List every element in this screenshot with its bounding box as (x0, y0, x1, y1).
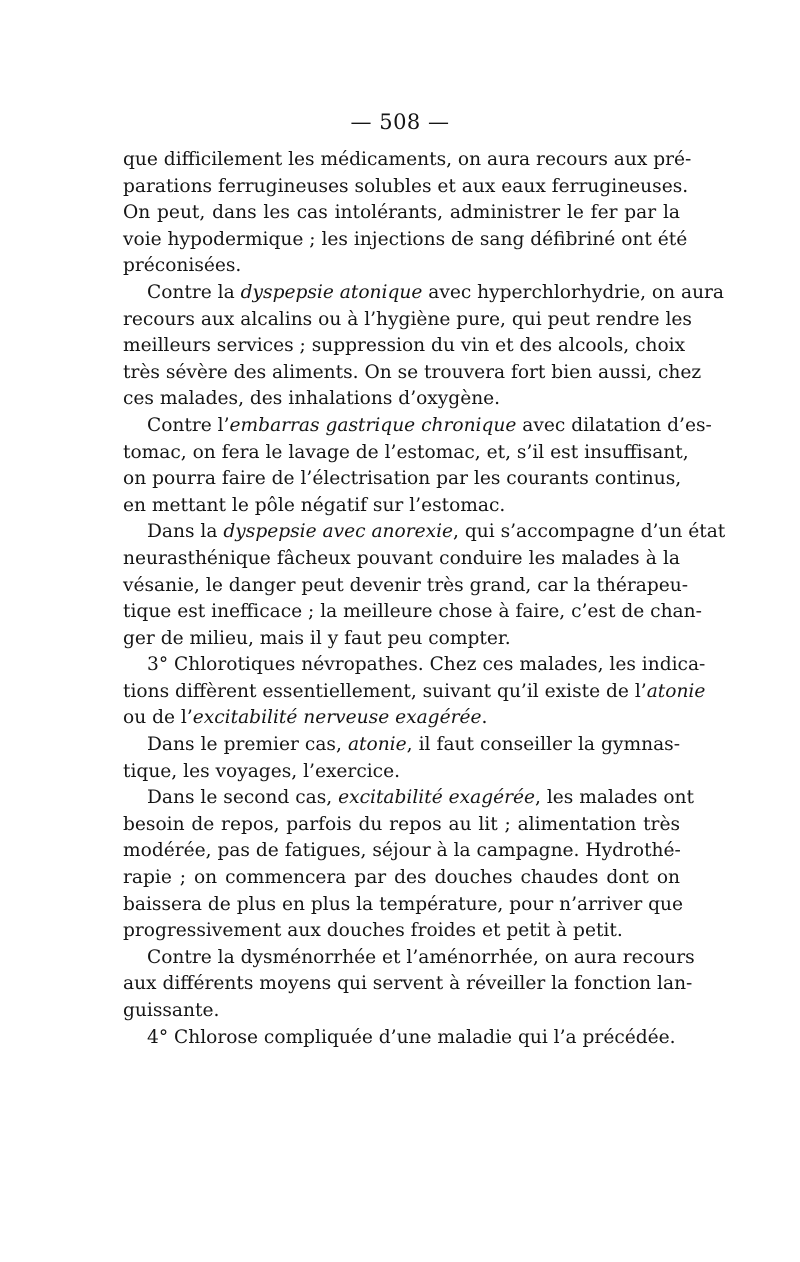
text-line: baissera de plus en plus la température, pour n’arriver que (123, 893, 684, 915)
text-line: Contre l’embarras gastrique chronique avec dilatation d’es- (147, 414, 712, 436)
body-text (123, 147, 726, 1051)
text-line: voie hypodermique ; les injections de sang défibriné ont été (123, 228, 688, 250)
text-line: que difficilement les médicaments, on aura recours aux pré- (123, 149, 692, 170)
paragraph-5 (123, 652, 706, 732)
text-line: tique, les voyages, l’exercice. (123, 760, 401, 782)
text-line: ger de milieu, mais il y faut peu compter. (123, 627, 511, 649)
text-line: On peut, dans les cas intolérants, administrer le fer par la (123, 202, 680, 224)
text-line: guissante. (123, 1000, 220, 1021)
text-line: vésanie, le danger peut devenir très grand, car la thérapeu- (123, 574, 689, 596)
page-number: — 508 — (350, 110, 450, 134)
text-line: Contre la dysménorrhée et l’aménorrhée, on aura recours (147, 946, 695, 968)
text-line: tions diffèrent essentiellement, suivant qu’il existe de l’atonie (123, 680, 706, 702)
paragraph-1 (123, 147, 692, 280)
text-line: tomac, on fera le lavage de l’estomac, et, s’il est insuffisant, (123, 441, 689, 463)
text-line: 3° Chlorotiques névropathes. Chez ces malades, les indica- (147, 654, 706, 676)
text-line: Dans le premier cas, atonie, il faut conseiller la gymnas- (147, 734, 680, 756)
text-line: besoin de repos, parfois du repos au lit ; alimentation très (123, 813, 680, 835)
text-line: neurasthénique fâcheux pouvant conduire les malades à la (123, 547, 680, 569)
text-line: 4° Chlorose compliquée d’une maladie qui l’a précédée. (147, 1026, 676, 1048)
text-line: préconisées. (123, 255, 242, 277)
text-line: aux différents moyens qui servent à réveiller la fonction lan- (123, 973, 693, 995)
paragraph-4 (123, 519, 726, 652)
paragraph-9 (123, 1025, 680, 1052)
paragraph-2 (123, 280, 725, 413)
text-line: ou de l’excitabilité nerveuse exagérée. (123, 707, 488, 729)
text-line: très sévère des aliments. On se trouvera fort bien aussi, chez (123, 361, 702, 383)
text-line: on pourra faire de l’électrisation par les courants continus, (123, 468, 682, 490)
text-line: Dans le second cas, excitabilité exagérée, les malades ont (147, 787, 694, 809)
text-line: Contre la dyspepsie atonique avec hyperchlorhydrie, on aura (147, 281, 725, 303)
text-line: parations ferrugineuses solubles et aux eaux ferrugineuses. (123, 175, 689, 197)
text-line: progressivement aux douches froides et petit à petit. (123, 920, 623, 942)
paragraph-7 (123, 785, 694, 945)
paragraph-6 (123, 732, 680, 785)
text-line: Dans la dyspepsie avec anorexie, qui s’accompagne d’un état (147, 521, 726, 543)
text-line: en mettant le pôle négatif sur l’estomac. (123, 494, 506, 516)
text-line: ces malades, des inhalations d’oxygène. (123, 388, 501, 410)
text-line: modérée, pas de fatigues, séjour à la campagne. Hydrothé- (123, 840, 681, 862)
text-line: meilleurs services ; suppression du vin et des alcools, choix (123, 335, 686, 357)
paragraph-8 (123, 945, 695, 1025)
text-line: rapie ; on commencera par des douches chaudes dont on (123, 867, 680, 889)
text-line: recours aux alcalins ou à l’hygiène pure, qui peut rendre les (123, 308, 692, 330)
text-line: tique est inefficace ; la meilleure chose à faire, c’est de chan- (123, 601, 702, 623)
paragraph-3 (123, 413, 712, 519)
